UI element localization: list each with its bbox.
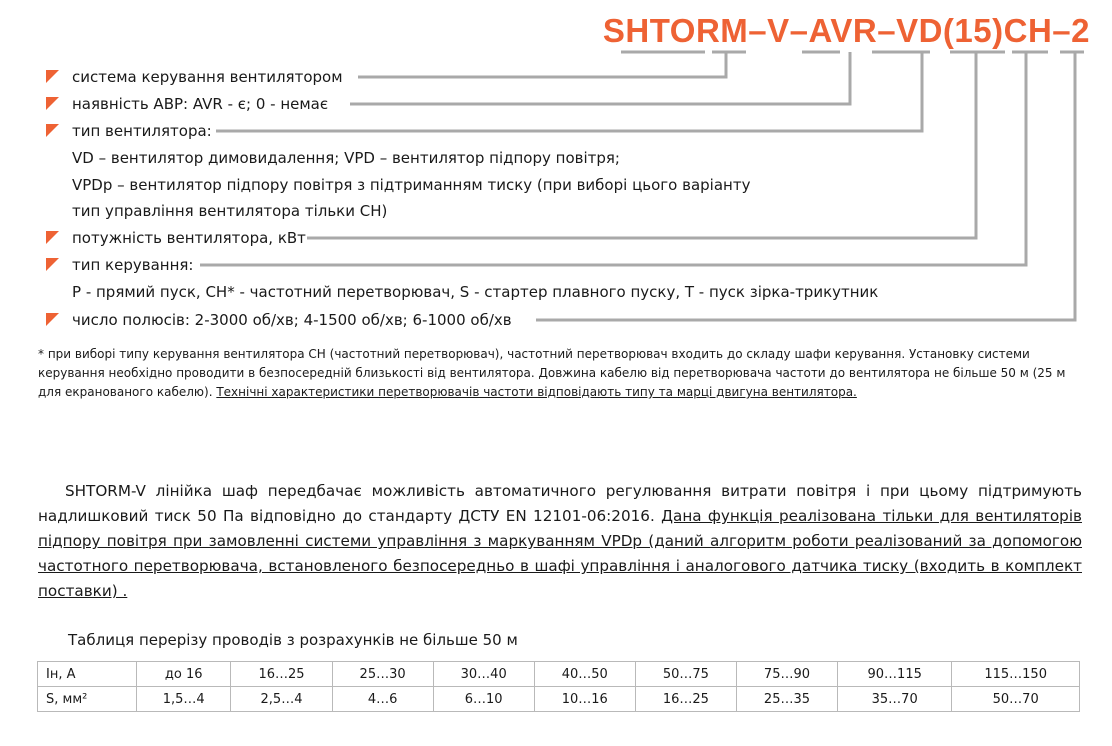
table-cell: 90…115 [838,662,952,687]
table-cell: 1,5…4 [137,687,231,712]
connector-power [307,52,976,238]
table-cell: 75…90 [736,662,837,687]
table-cell: 10…16 [534,687,635,712]
legend-item-power: потужність вентилятора, кВт [72,227,306,249]
table-cell: 2,5…4 [231,687,332,712]
table-cell: 50…70 [952,687,1080,712]
table-cell: 16…25 [231,662,332,687]
legend-item-system: система керування вентилятором [72,66,343,88]
bullet-icon [46,97,59,110]
legend-item-fan-type: тип вентилятора: [72,120,212,142]
table-cell: 25…35 [736,687,837,712]
table-cell: 40…50 [534,662,635,687]
legend-text-vpdp: VPDp – вентилятор підпору повітря з підтриманням тиску (при виборі цього варіанту [72,176,751,194]
legend-text-vpdp-note: тип управління вентилятора тільки СН) [72,202,388,220]
table-row-label: S, мм² [38,687,137,712]
bullet-icon [46,258,59,271]
table-cell: 6…10 [433,687,534,712]
wire-section-table [37,661,1080,712]
table-cell: 50…75 [635,662,736,687]
footnote: * при виборі типу керування вентилятора СН (частотний перетворювач), частотний перетворювач входить до складу шафи керування. Установку системи керування необхідно проводити в безпосередній близькості від вентилятора. Довжина кабелю від перетворювача частоти до вентилятора не більше 50 м (25 м для екранованого кабелю). Технічні характеристики перетворювачів частоти відповідають типу та марці двигуна вентилятора. [38,347,1066,399]
legend-item-avr: наявність АВР: AVR - є; 0 - немає [72,93,328,115]
model-code-title: SHTORM–V–AVR–VD(15)CH–2 [602,12,1090,49]
table-row-label: Iн, А [38,662,137,687]
table-cell: 30…40 [433,662,534,687]
table-cell: 25…30 [332,662,433,687]
bullet-icon [46,231,59,244]
bullet-icon [46,70,59,83]
table-cell: до 16 [137,662,231,687]
connector-system [358,52,726,77]
table-row-section [38,687,1080,712]
table-cell: 16…25 [635,687,736,712]
description-paragraph: SHTORM-V лінійка шаф передбачає можливість автоматичного регулювання витрати повітря і при цьому підтримують надлишковий тиск 50 Па відповідно до стандарту ДСТУ EN 12101-06:2016. Дана функція реалізована тільки для вентиляторів підпору повітря при замовленні системи управління з маркуванням VPDp (даний алгоритм роботи реалізований за допомогою частотного перетворювача, встановленого безпосередньо в шафі управління і аналогового датчика тиску (входить в комплект поставки) . [38,482,1082,600]
legend-item-control: тип керування: [72,254,193,276]
table-cell: 4…6 [332,687,433,712]
bullet-icon [46,124,59,137]
legend-text-control-types: Р - прямий пуск, СН* - частотний перетворювач, S - стартер плавного пуску, Т - пуск зірка-трикутник [72,283,879,301]
legend-text-fan-types: VD – вентилятор димовидалення; VPD – вентилятор підпору повітря; [72,149,620,167]
table-caption: Таблиця перерізу проводів з розрахунків не більше 50 м [68,631,518,649]
table-row-current [38,662,1080,687]
table-cell: 115…150 [952,662,1080,687]
connector-avr [350,52,850,104]
table-cell: 35…70 [838,687,952,712]
legend-item-poles: число полюсів: 2-3000 об/хв; 4-1500 об/хв; 6-1000 об/хв [72,309,512,331]
connector-fan-type [216,52,922,131]
bullet-icon [46,313,59,326]
